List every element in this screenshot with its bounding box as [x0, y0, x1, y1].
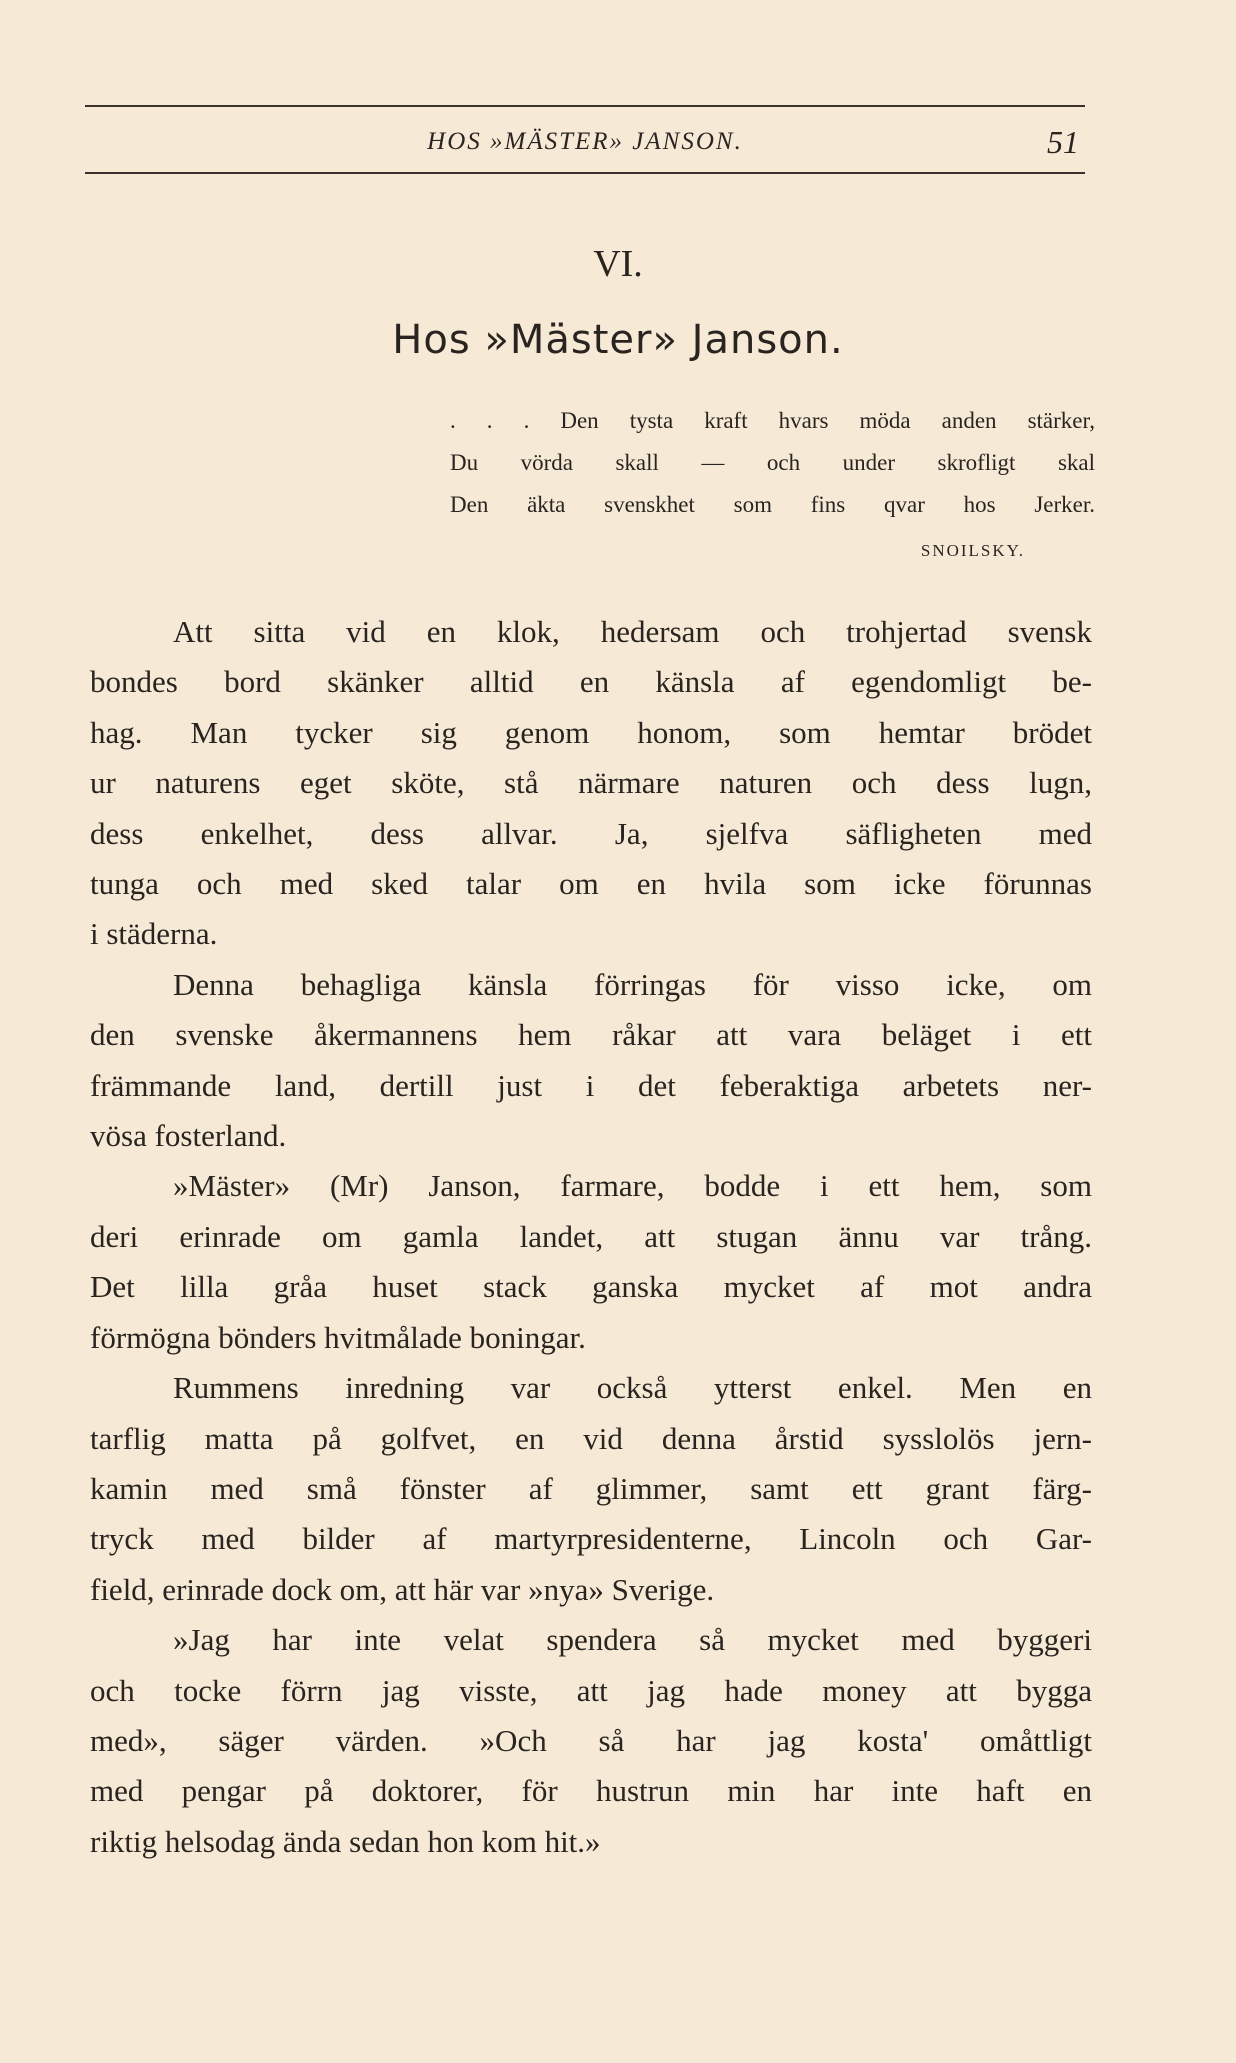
text-line: deri erinrade om gamla landet, att stugan ännu var trång. [90, 1218, 1092, 1254]
text-line: field, erinrade dock om, att här var »nya» Sverige. [90, 1571, 715, 1607]
text-line: bondes bord skänker alltid en känsla af egendomligt be- [90, 664, 1092, 700]
text-line: i städerna. [90, 916, 218, 952]
text-line: hag. Man tycker sig genom honom, som hemtar brödet [90, 714, 1092, 750]
text-line: vösa fosterland. [90, 1118, 287, 1154]
text-line: med», säger värden. »Och så har jag kosta' omåttligt [90, 1722, 1092, 1758]
header-rule-bottom [85, 172, 1085, 174]
text-line: riktig helsodag ända sedan hon kom hit.» [90, 1823, 601, 1859]
running-head [85, 120, 1085, 164]
text-line: Denna behagliga känsla förringas för visso icke, om [173, 966, 1092, 1002]
epigraph-line: Den äkta svenskhet som fins qvar hos Jerker. [450, 492, 1095, 517]
epigraph-line: . . . Den tysta kraft hvars möda anden stärker, [450, 408, 1095, 433]
text-line: tarflig matta på golfvet, en vid denna årstid sysslolös jern- [90, 1420, 1092, 1456]
text-line: den svenske åkermannens hem råkar att vara beläget i ett [90, 1017, 1092, 1053]
text-line: Det lilla gråa huset stack ganska mycket af mot andra [90, 1269, 1092, 1305]
text-line: med pengar på doktorer, för hustrun min har inte haft en [90, 1773, 1092, 1809]
header-rule-top [85, 105, 1085, 107]
text-line: främmande land, dertill just i det feberaktiga arbetets ner- [90, 1067, 1092, 1103]
chapter-number: VI. [593, 243, 643, 285]
text-line: ur naturens eget sköte, stå närmare naturen och dess lugn, [90, 765, 1092, 801]
body-text [90, 607, 1092, 1867]
text-line: och tocke förrn jag visste, att jag hade money att bygga [90, 1672, 1092, 1708]
chapter-title: Hos »Mäster» Janson. [392, 317, 844, 363]
running-title: HOS »MÄSTER» JANSON. [427, 128, 743, 155]
epigraph-line: Du vörda skall — och under skrofligt skal [450, 450, 1095, 475]
text-line: förmögna bönders hvitmålade boningar. [90, 1319, 586, 1355]
text-line: dess enkelhet, dess allvar. Ja, sjelfva säfligheten med [90, 815, 1092, 851]
epigraph-author: SNOILSKY. [920, 541, 1025, 560]
text-line: Att sitta vid en klok, hedersam och trohjertad svensk [173, 614, 1092, 649]
text-line: kamin med små fönster af glimmer, samt ett grant färg- [90, 1470, 1092, 1506]
epigraph [450, 400, 1095, 572]
text-line: tunga och med sked talar om en hvila som icke förunnas [90, 866, 1092, 902]
text-line: tryck med bilder af martyrpresidenterne, Lincoln och Gar- [90, 1521, 1092, 1557]
text-line: »Jag har inte velat spendera så mycket med byggeri [173, 1622, 1092, 1658]
text-line: »Mäster» (Mr) Janson, farmare, bodde i ett hem, som [173, 1168, 1092, 1204]
text-line: Rummens inredning var också ytterst enkel. Men en [173, 1370, 1092, 1406]
page-number: 51 [1047, 124, 1079, 160]
